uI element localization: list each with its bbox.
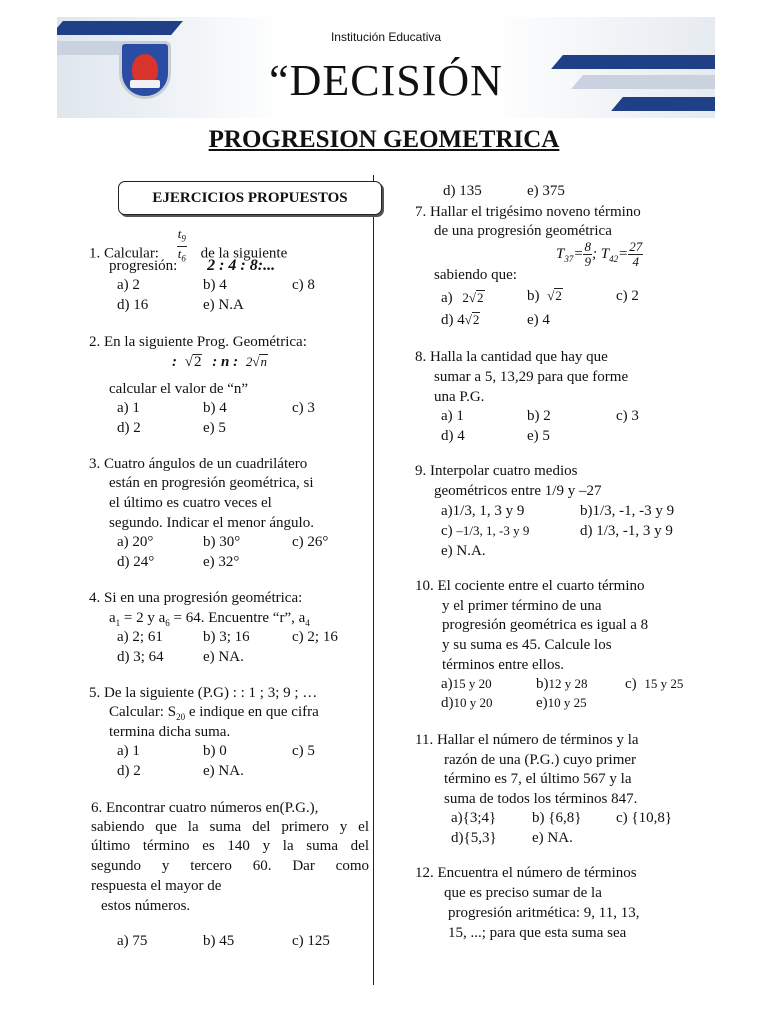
q1-option-b: b) 4 [203, 277, 227, 293]
q9-option-a: a)1/3, 1, 3 y 9 [441, 503, 525, 519]
q5-option-d: d) 2 [117, 763, 141, 779]
q8-line-1: 8. Halla la cantidad que hay que [415, 349, 608, 365]
q10-option-a: a)15 y 20 [441, 676, 492, 692]
q5-option-a: a) 1 [117, 743, 140, 759]
q7-line-3: sabiendo que: [434, 267, 517, 283]
q4-line-1: 4. Si en una progresión geométrica: [89, 590, 303, 606]
q10-line-4: y su suma es 45. Calcule los [442, 637, 612, 653]
q7-option-d: d) 4√2 [441, 312, 480, 328]
q8-option-c: c) 3 [616, 408, 639, 424]
q10-option-b: b)12 y 28 [536, 676, 588, 692]
q3-option-c: c) 26° [292, 534, 329, 550]
q6-option-d: d) 135 [443, 183, 482, 199]
q9-option-c: c) –1/3, 1, -3 y 9 [441, 523, 530, 539]
q10-line-5: términos entre ellos. [442, 657, 565, 673]
q3-line-1: 3. Cuatro ángulos de un cuadrilátero [89, 456, 308, 472]
q7-line-2: de una progresión geométrica [434, 223, 612, 239]
q8-option-b: b) 2 [527, 408, 551, 424]
q3-line-4: segundo. Indicar el menor ángulo. [109, 515, 314, 531]
q9-option-e: e) N.A. [441, 543, 486, 559]
q2-option-b: b) 4 [203, 400, 227, 416]
q11-option-b: b) {6,8} [532, 810, 582, 826]
q9-option-d: d) 1/3, -1, 3 y 9 [580, 523, 673, 539]
q10-line-2: y el primer término de una [442, 598, 602, 614]
q7-option-e: e) 4 [527, 312, 550, 328]
q3-option-e: e) 32° [203, 554, 240, 570]
q5-line-1: 5. De la siguiente (P.G) : : 1 ; 3; 9 ; … [89, 685, 318, 701]
q7-given-terms: $T_{37}=$ $\frac{8}{9}$ ; $T_{42}=$ $\frac{27}{4}$ [556, 239, 643, 269]
q1-fraction: $\frac{t_9}{t_6}$ [177, 226, 186, 264]
q11-line-3: término es 7, el último 567 y la [444, 771, 632, 787]
q3-line-2: están en progresión geométrica, si [109, 475, 314, 491]
q2-option-c: c) 3 [292, 400, 315, 416]
q6-option-a: a) 75 [117, 933, 148, 949]
q11-line-2: razón de una (P.G.) cuyo primer [444, 752, 637, 768]
q5-option-e: e) NA. [203, 763, 244, 779]
q8-option-d: d) 4 [441, 428, 465, 444]
q7-line-1: 7. Hallar el trigésimo noveno término [415, 204, 641, 220]
q3-option-a: a) 20° [117, 534, 154, 550]
q7-option-c: c) 2 [616, 288, 639, 304]
q3-line-3: el último es cuatro veces el [109, 495, 272, 511]
q11-option-e: e) NA. [532, 830, 573, 846]
q4-option-e: e) NA. [203, 649, 244, 665]
q3-option-b: b) 30° [203, 534, 241, 550]
q11-option-c: c) {10,8} [616, 810, 673, 826]
q4-option-a: a) 2; 61 [117, 629, 163, 645]
q5-line-2: Calcular: $S_{20}$ e indique en que cifra [109, 704, 319, 722]
q10-option-c: c) 15 y 25 [625, 676, 684, 692]
q2-sequence: : √2 : n : 2√n [172, 354, 267, 370]
q6-line-2: sabiendo que la suma del primero y el [91, 819, 369, 835]
q10-line-3: progresión geométrica es igual a 8 [442, 617, 649, 633]
section-box-label: EJERCICIOS PROPUESTOS [152, 190, 348, 206]
q12-line-3: progresión aritmética: 9, 11, 13, [448, 905, 640, 921]
q1-option-d: d) 16 [117, 297, 149, 313]
q6-option-c: c) 125 [292, 933, 330, 949]
q8-line-2: sumar a 5, 13,29 para que forme [434, 369, 629, 385]
school-name: “DECISIÓN [269, 56, 503, 105]
q2-option-a: a) 1 [117, 400, 140, 416]
q6-line-3: último término es 140 y la suma del [91, 838, 369, 854]
q10-line-1: 10. El cociente entre el cuarto término [415, 578, 645, 594]
q4-option-c: c) 2; 16 [292, 629, 338, 645]
column-divider [373, 175, 374, 985]
q11-option-d: d){5,3} [451, 830, 497, 846]
q4-line-2: $a_1 = 2$ y $a_6 = 64$. Encuentre “r”, $a_4$ [109, 610, 310, 628]
q1-sequence: 2 : 4 : 8:... [207, 257, 276, 274]
q2-option-d: d) 2 [117, 420, 141, 436]
q1-line-1: 1. Calcular: $\frac{t_9}{t_6}$ de la siguiente [89, 226, 288, 264]
q4-option-b: b) 3; 16 [203, 629, 250, 645]
page-title: PROGRESION GEOMETRICA [208, 126, 560, 153]
q5-option-b: b) 0 [203, 743, 227, 759]
q12-line-1: 12. Encuentra el número de términos [415, 865, 637, 881]
q6-line-4: segundo y tercero 60. Dar como [91, 858, 369, 874]
q6-line-6: estos números. [101, 898, 191, 914]
q2-line-3: calcular el valor de “n” [109, 381, 249, 397]
q5-option-c: c) 5 [292, 743, 315, 759]
q3-option-d: d) 24° [117, 554, 155, 570]
q11-line-4: suma de todos los términos 847. [444, 791, 638, 807]
q4-option-d: d) 3; 64 [117, 649, 164, 665]
q8-line-3: una P.G. [434, 389, 485, 405]
q11-option-a: a){3;4} [451, 810, 497, 826]
q6-option-b: b) 45 [203, 933, 235, 949]
q1-option-a: a) 2 [117, 277, 140, 293]
q9-line-2: geométricos entre 1/9 y –27 [434, 483, 602, 499]
q2-option-e: e) 5 [203, 420, 226, 436]
q5-line-3: termina dicha suma. [109, 724, 231, 740]
institution-label: Institución Educativa [330, 30, 442, 44]
q10-option-d: d)10 y 20 [441, 695, 493, 711]
q8-option-e: e) 5 [527, 428, 550, 444]
q6-option-e: e) 375 [527, 183, 565, 199]
q1-line-2: progresión: 2 : 4 : 8:... [109, 257, 276, 274]
q9-option-b: b)1/3, -1, -3 y 9 [580, 503, 675, 519]
section-box [118, 181, 382, 215]
q7-option-b: b) √2 [527, 288, 562, 304]
q7-option-a: a) 2√2 [441, 290, 484, 306]
q6-line-1: 6. Encontrar cuatro números en(P.G.), [91, 800, 319, 816]
q12-line-4: 15, ...; para que esta suma sea [448, 925, 627, 941]
q6-line-5: respuesta el mayor de [91, 878, 222, 894]
q8-option-a: a) 1 [441, 408, 464, 424]
q11-line-1: 11. Hallar el número de términos y la [415, 732, 639, 748]
q2-line-1: 2. En la siguiente Prog. Geométrica: [89, 334, 307, 350]
header-banner [57, 17, 715, 118]
q1-option-c: c) 8 [292, 277, 315, 293]
q1-option-e: e) N.A [203, 297, 244, 313]
q10-option-e: e)10 y 25 [536, 695, 587, 711]
q12-line-2: que es preciso sumar de la [444, 885, 602, 901]
q9-line-1: 9. Interpolar cuatro medios [415, 463, 578, 479]
